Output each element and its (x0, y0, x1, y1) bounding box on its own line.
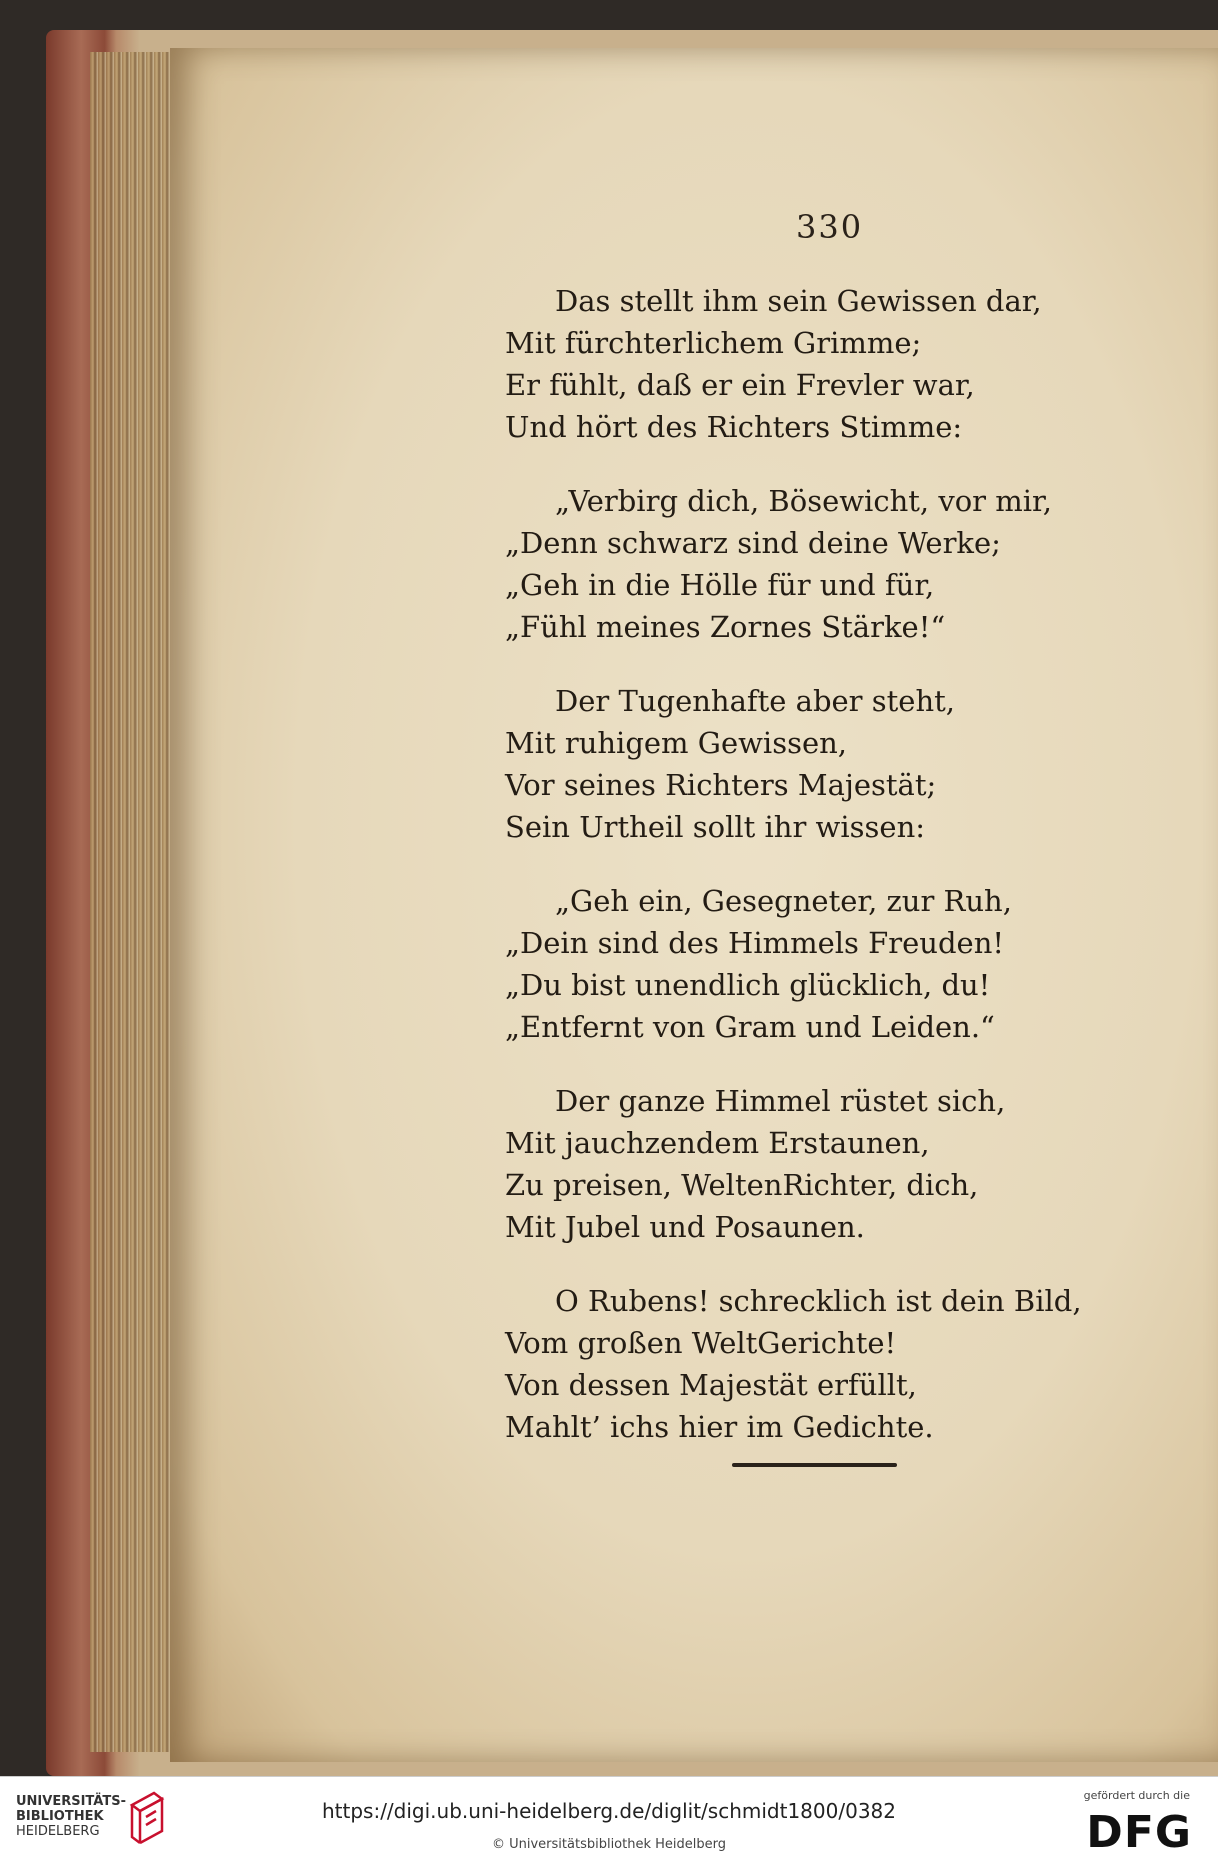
stanza (505, 1080, 1085, 1248)
library-name-line: HEIDELBERG (16, 1824, 100, 1839)
poem-line: „Verbirg dich, Bösewicht, vor mir, (555, 484, 1052, 518)
poem-line: Vor seines Richters Majestät; (505, 768, 937, 802)
poem-line: „Du bist unendlich glücklich, du! (505, 968, 991, 1002)
stanza (505, 680, 1085, 848)
poem-line: Der ganze Himmel rüstet sich, (555, 1084, 1006, 1118)
viewer-footer (0, 1776, 1218, 1865)
stanza (505, 480, 1085, 648)
library-name-line: BIBLIOTHEK (16, 1809, 104, 1824)
poem-text (505, 280, 1085, 1480)
stanza (505, 880, 1085, 1048)
poem-line: Von dessen Majestät erfüllt, (505, 1368, 917, 1402)
poem-line: Zu preisen, WeltenRichter, dich, (505, 1168, 979, 1202)
poem-line: „Fühl meines Zornes Stärke!“ (505, 610, 946, 644)
poem-line: Er fühlt, daß er ein Frevler war, (505, 368, 975, 402)
copyright-notice: © Universitätsbibliothek Heidelberg (491, 1837, 726, 1852)
poem-line: Mit ruhigem Gewissen, (505, 726, 848, 760)
poem-line: „Geh in die Hölle für und für, (505, 568, 935, 602)
stanza (505, 280, 1085, 448)
poem-line: Vom großen WeltGerichte! (505, 1326, 897, 1360)
poem-line: Mahlt’ ichs hier im Gedichte. (505, 1410, 934, 1444)
library-name-line: UNIVERSITÄTS- (16, 1794, 126, 1809)
end-rule (732, 1463, 897, 1467)
poem-line: Der Tugenhafte aber steht, (555, 684, 955, 718)
poem-line: Mit Jubel und Posaunen. (505, 1210, 865, 1244)
stanza (505, 1280, 1085, 1448)
poem-line: „Denn schwarz sind deine Werke; (505, 526, 1001, 560)
poem-line: O Rubens! schrecklich ist dein Bild, (555, 1284, 1082, 1318)
poem-line: Und hört des Richters Stimme: (505, 410, 963, 444)
page-number: 330 (796, 208, 864, 246)
permalink-url[interactable]: https://digi.ub.uni-heidelberg.de/diglit/schmidt1800/0382 (321, 1799, 896, 1823)
funding-label: gefördert durch die (1083, 1789, 1190, 1802)
poem-line: Mit fürchterlichem Grimme; (505, 326, 922, 360)
dfg-logo[interactable]: DFG (1086, 1807, 1192, 1858)
poem-line: Das stellt ihm sein Gewissen dar, (555, 284, 1042, 318)
poem-line: „Dein sind des Himmels Freuden! (505, 926, 1005, 960)
poem-line: Sein Urtheil sollt ihr wissen: (505, 810, 926, 844)
poem-line: „Entfernt von Gram und Leiden.“ (505, 1010, 995, 1044)
poem-line: Mit jauchzendem Erstaunen, (505, 1126, 930, 1160)
poem-line: „Geh ein, Gesegneter, zur Ruh, (555, 884, 1012, 918)
